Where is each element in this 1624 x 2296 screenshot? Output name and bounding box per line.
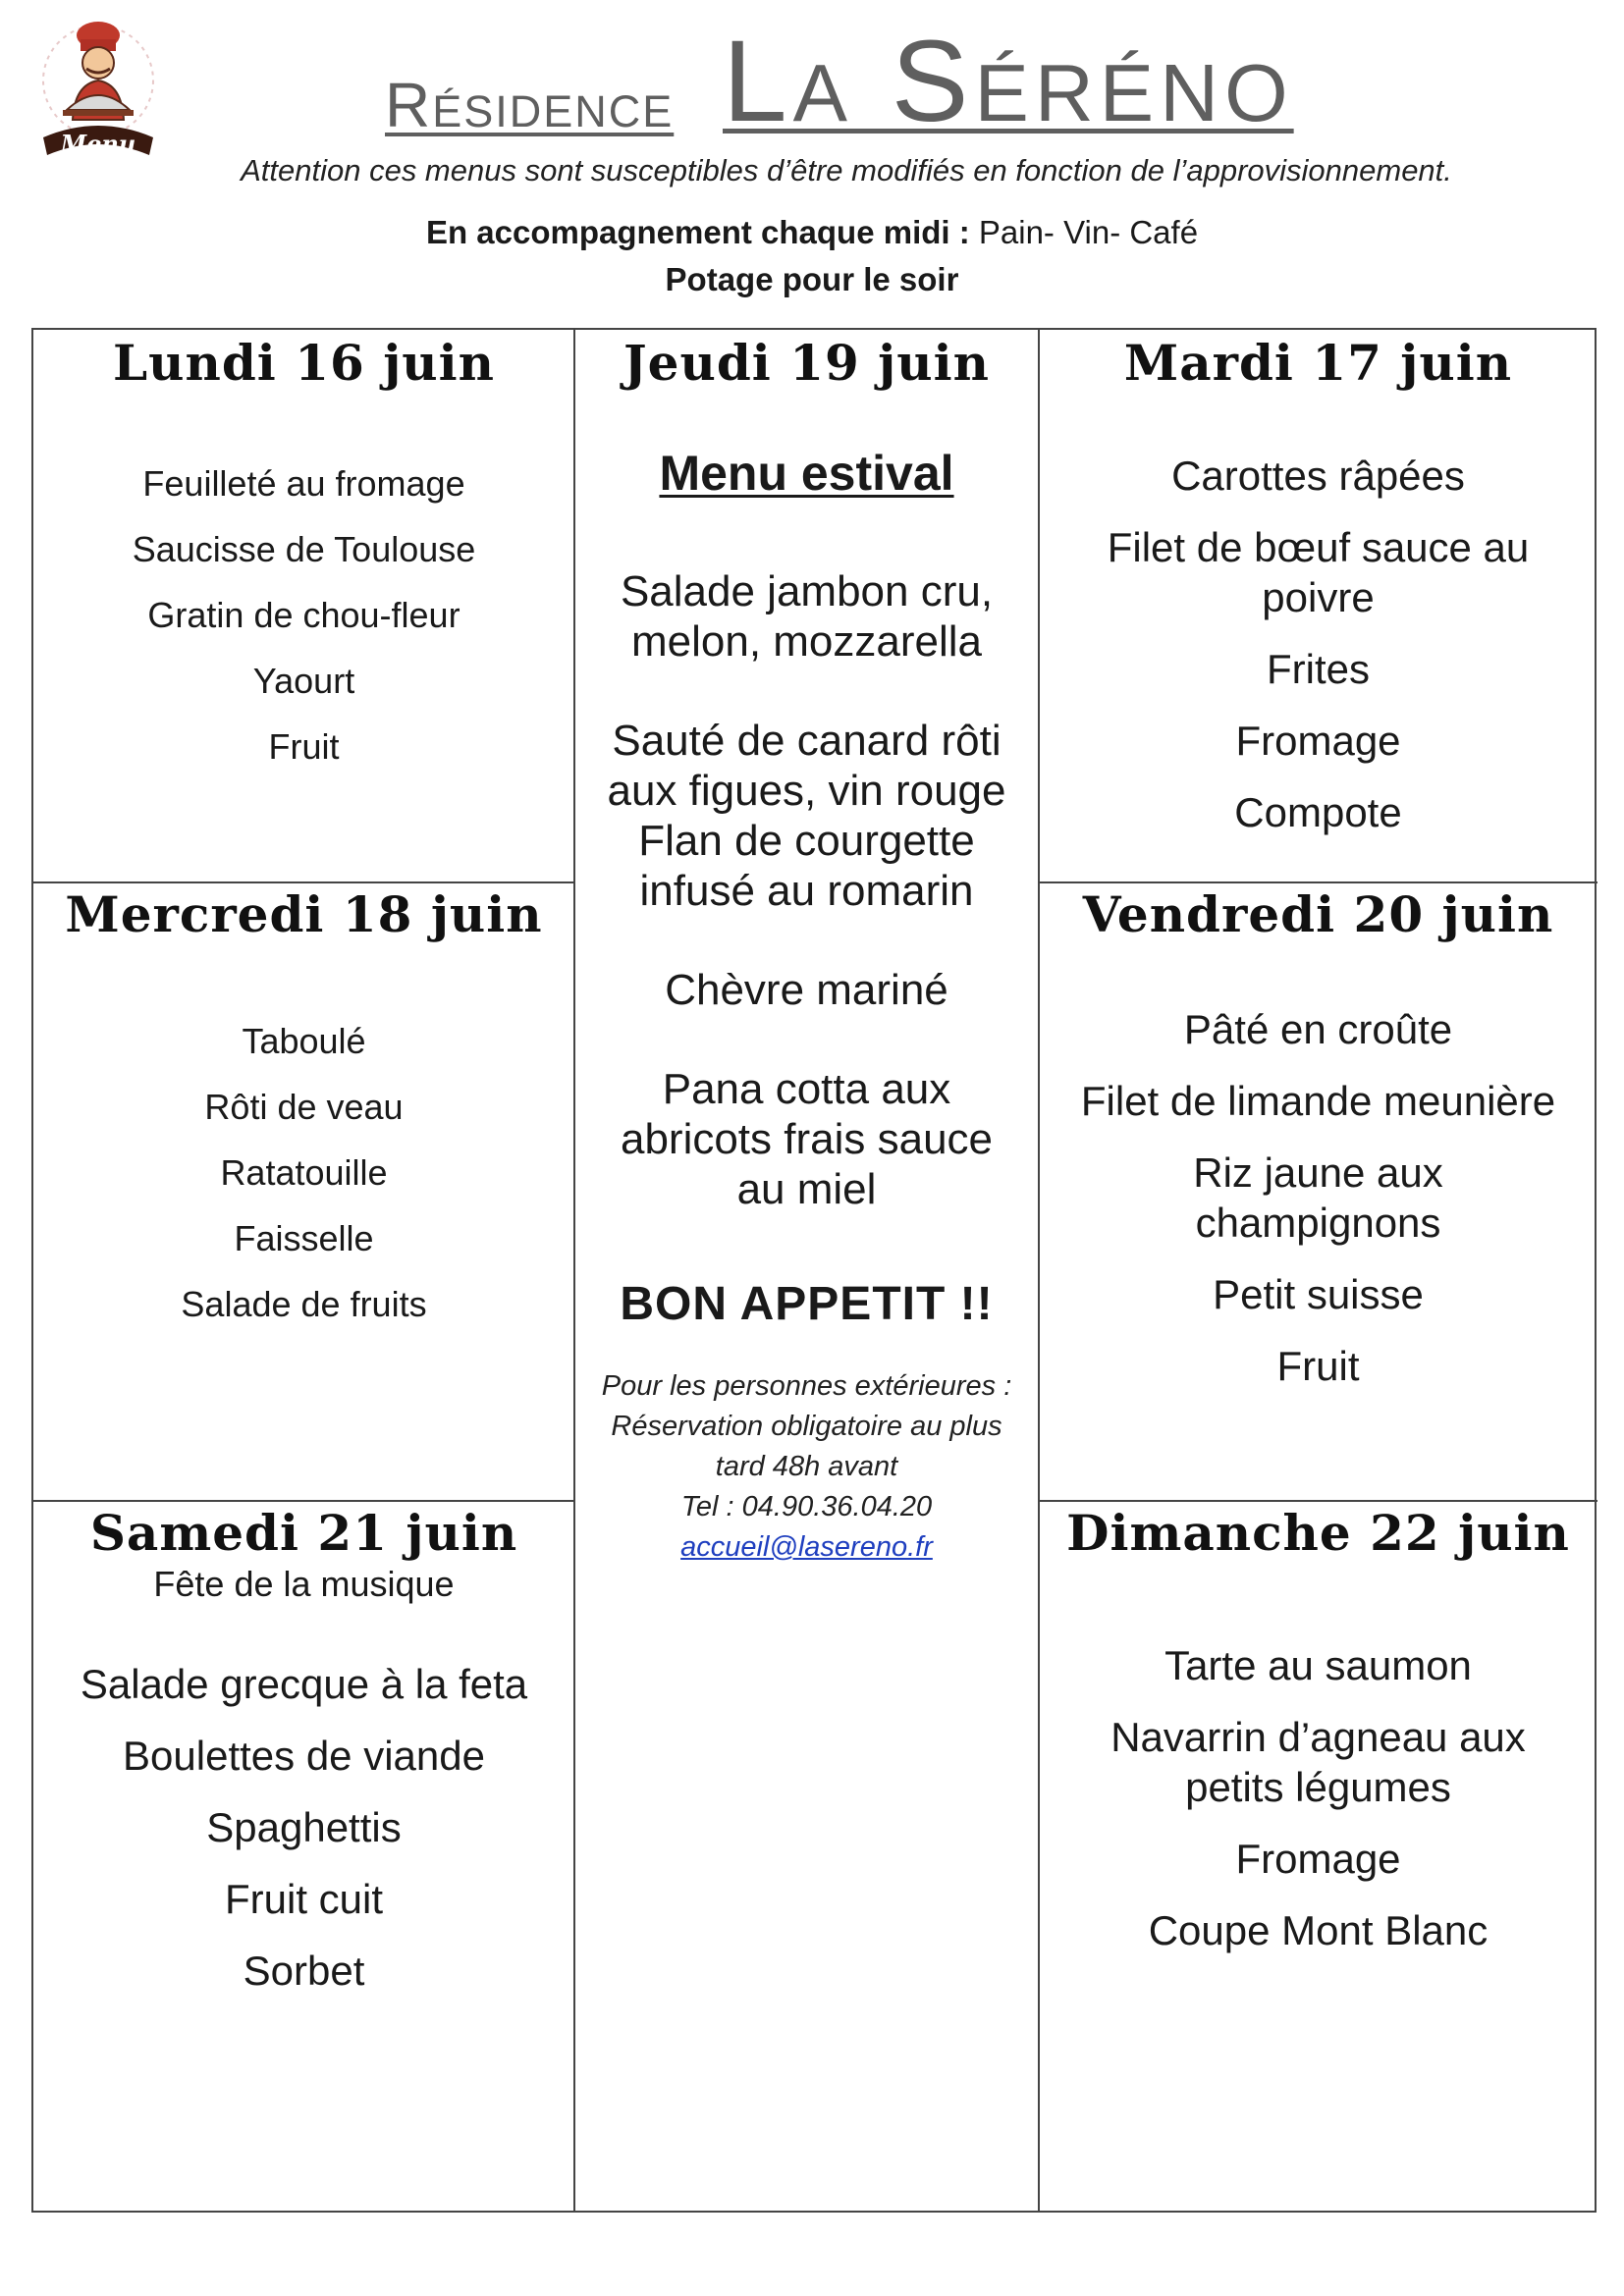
menu-item xyxy=(1040,1148,1597,1248)
menu-item: Filet de limande meunière xyxy=(1080,1078,1556,1124)
menu-item: Yaourt xyxy=(252,661,355,701)
menu-block-main xyxy=(575,716,1038,916)
day-title: Lundi 16 juin xyxy=(112,334,495,392)
day-title: Samedi 21 juin xyxy=(89,1504,518,1562)
menu-item-line: Filet de bœuf sauce au xyxy=(1107,524,1530,570)
menu-block-dessert xyxy=(575,1064,1038,1214)
menu-item: Fromage xyxy=(1235,718,1401,764)
title-name: La Séréno xyxy=(723,17,1294,146)
day-cell-samedi xyxy=(33,1502,574,2211)
menu-item: Salade grecque à la feta xyxy=(80,1661,528,1707)
day-cell-jeudi xyxy=(575,330,1038,2211)
day-title: Dimanche 22 juin xyxy=(1066,1504,1570,1562)
menu-line: Chèvre mariné xyxy=(665,966,948,1014)
menu-item: Salade de fruits xyxy=(181,1284,427,1324)
menu-line: Sauté de canard rôti xyxy=(612,717,1001,765)
day-title: Mardi 17 juin xyxy=(1123,334,1513,392)
menu-item-line: Navarrin d’agneau aux xyxy=(1110,1714,1526,1760)
menu-item: Ratatouille xyxy=(220,1152,388,1193)
menu-item xyxy=(1040,522,1597,622)
menu-item: Feuilleté au fromage xyxy=(142,463,465,504)
reservation-line: Pour les personnes extérieures : xyxy=(601,1370,1012,1402)
reservation-line: tard 48h avant xyxy=(715,1451,898,1482)
menu-line: melon, mozzarella xyxy=(630,617,983,666)
day-cell-mercredi xyxy=(33,883,574,1500)
menu-item: Boulettes de viande xyxy=(123,1733,485,1779)
day-subtitle: Fête de la musique xyxy=(153,1564,455,1604)
title-residence: Résidence xyxy=(385,70,675,140)
menu-item: Fruit xyxy=(1276,1343,1360,1389)
day-title: Mercredi 18 juin xyxy=(65,885,543,943)
accompaniment-label: En accompagnement chaque midi : xyxy=(425,214,970,250)
day-title: Vendredi 20 juin xyxy=(1082,885,1554,943)
menu-line: Salade jambon cru, xyxy=(620,567,994,615)
menu-item: Faisselle xyxy=(234,1218,374,1258)
accompaniment-line xyxy=(0,214,1624,251)
menu-item: Spaghettis xyxy=(206,1804,402,1850)
menu-line: infusé au romarin xyxy=(639,867,974,915)
menu-item: Petit suisse xyxy=(1213,1271,1424,1317)
menu-line: Pana cotta aux xyxy=(662,1065,951,1113)
day-cell-vendredi xyxy=(1040,883,1597,1500)
menu-item: Tarte au saumon xyxy=(1164,1642,1472,1688)
menu-item: Rôti de veau xyxy=(204,1087,404,1127)
menu-items xyxy=(33,451,574,779)
warning-text: Attention ces menus sont susceptibles d’être modifiés en fonction de l’approvisionnement. xyxy=(241,153,1452,187)
menu-line: aux figues, vin rouge xyxy=(607,767,1006,815)
menu-items xyxy=(33,1008,574,1337)
menu-item xyxy=(1040,1712,1597,1812)
day-cell-mardi xyxy=(1040,330,1597,881)
menu-item-line: champignons xyxy=(1195,1200,1441,1246)
menu-item-line: petits légumes xyxy=(1185,1764,1451,1810)
menu-block-cheese xyxy=(575,965,1038,1015)
menu-line: au miel xyxy=(736,1165,877,1213)
menu-item: Fromage xyxy=(1235,1836,1401,1882)
menu-item: Sorbet xyxy=(243,1948,365,1994)
logo-text: Menu xyxy=(60,130,136,158)
reservation-phone: Tel : 04.90.36.04.20 xyxy=(680,1491,933,1522)
menu-grid xyxy=(31,328,1597,2213)
menu-item: Coupe Mont Blanc xyxy=(1148,1907,1489,1953)
menu-item: Compote xyxy=(1234,789,1402,835)
day-cell-lundi xyxy=(33,330,574,881)
menu-item: Gratin de chou-fleur xyxy=(147,595,460,635)
menu-estival-title: Menu estival xyxy=(659,446,954,501)
menu-item-line: poivre xyxy=(1262,574,1375,620)
menu-items xyxy=(33,1648,574,2006)
menu-items xyxy=(1040,1640,1597,1955)
day-title: Jeudi 19 juin xyxy=(623,334,990,392)
reservation-info xyxy=(575,1366,1038,1568)
menu-block-starter xyxy=(575,566,1038,667)
menu-items xyxy=(1040,451,1597,837)
menu-item-line: Riz jaune aux xyxy=(1193,1149,1443,1196)
menu-items xyxy=(1040,1004,1597,1391)
menu-item: Fruit xyxy=(268,726,340,767)
menu-line: Flan de courgette xyxy=(638,817,975,865)
reservation-email-link[interactable]: accueil@lasereno.fr xyxy=(680,1531,933,1563)
bon-appetit: BON APPETIT !! xyxy=(620,1278,994,1330)
menu-item: Fruit cuit xyxy=(224,1876,384,1922)
menu-item: Saucisse de Toulouse xyxy=(132,529,476,569)
reservation-line: Réservation obligatoire au plus xyxy=(611,1411,1002,1442)
day-cell-dimanche xyxy=(1040,1502,1597,2211)
menu-item: Taboulé xyxy=(242,1021,366,1061)
menu-item: Frites xyxy=(1267,646,1370,692)
potage-line: Potage pour le soir xyxy=(665,261,959,297)
accompaniment-value: Pain- Vin- Café xyxy=(969,214,1199,250)
menu-line: abricots frais sauce xyxy=(620,1115,994,1163)
menu-item: Carottes râpées xyxy=(1171,453,1465,499)
menu-item: Pâté en croûte xyxy=(1183,1006,1453,1052)
